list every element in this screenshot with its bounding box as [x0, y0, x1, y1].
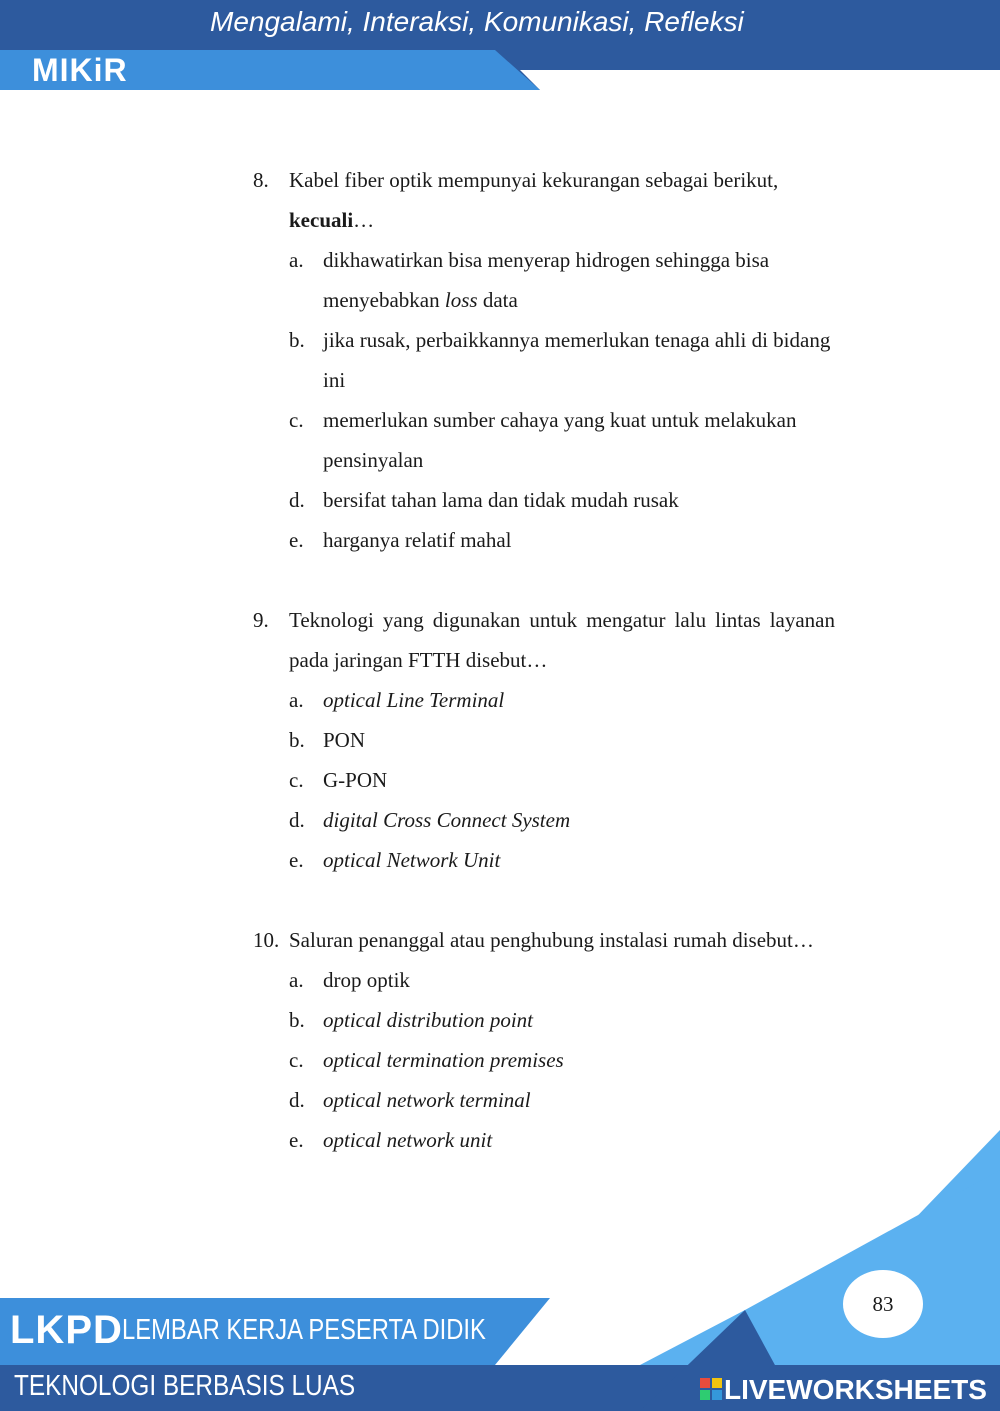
- option-letter: d.: [289, 808, 305, 832]
- footer-graphic: [0, 1130, 1000, 1411]
- lkpd-logo-text: LKPD: [10, 1308, 123, 1352]
- question-suffix: …: [353, 208, 375, 232]
- section-title: MIKiR: [32, 52, 128, 88]
- option-letter: e.: [289, 848, 304, 872]
- option-letter: b.: [289, 728, 305, 752]
- option-9b[interactable]: [289, 720, 835, 760]
- question-emphasis: kecuali: [289, 208, 354, 232]
- spacer: [253, 560, 835, 600]
- option-text: optical Network Unit: [323, 848, 501, 872]
- question-number: 8.: [253, 168, 269, 192]
- option-text: drop optik: [323, 968, 410, 992]
- option-text-italic: loss: [444, 288, 478, 312]
- option-letter: b.: [289, 328, 305, 352]
- question-list: [253, 160, 835, 1160]
- option-8c[interactable]: [289, 400, 835, 480]
- question-number: 10.: [253, 928, 280, 952]
- option-text: data: [477, 288, 518, 312]
- question-number: 9.: [253, 608, 269, 632]
- options-8: [253, 240, 835, 560]
- option-letter: d.: [289, 1088, 305, 1112]
- question-10: [253, 920, 835, 960]
- option-text: digital Cross Connect System: [323, 808, 571, 832]
- option-text: jika rusak, perbaikkannya memerlukan tenaga ahli di bidang ini: [323, 328, 831, 392]
- subject-title: TEKNOLOGI BERBASIS LUAS: [14, 1370, 356, 1402]
- option-text: G-PON: [323, 768, 388, 792]
- header-tagline: Mengalami, Interaksi, Komunikasi, Refleksi: [210, 6, 744, 37]
- option-letter: c.: [289, 1048, 304, 1072]
- option-letter: e.: [289, 528, 304, 552]
- options-9: [253, 680, 835, 880]
- option-10d[interactable]: [289, 1080, 835, 1120]
- question-text: Teknologi yang digunakan untuk mengatur lalu lintas layanan pada jaringan FTTH disebut…: [289, 608, 835, 672]
- option-text: optical Line Terminal: [323, 688, 505, 712]
- option-8a[interactable]: [289, 240, 835, 320]
- option-text: harganya relatif mahal: [323, 528, 512, 552]
- option-letter: b.: [289, 1008, 305, 1032]
- option-letter: c.: [289, 408, 304, 432]
- option-text: PON: [323, 728, 366, 752]
- liveworksheets-watermark: LIVEWORKSHEETS: [724, 1374, 987, 1405]
- question-9: [253, 600, 835, 680]
- option-text: optical termination premises: [323, 1048, 564, 1072]
- option-letter: a.: [289, 248, 304, 272]
- page-number: 83: [843, 1270, 923, 1338]
- option-10b[interactable]: [289, 1000, 835, 1040]
- option-text: optical distribution point: [323, 1008, 534, 1032]
- lkpd-subtitle: LEMBAR KERJA PESERTA DIDIK: [122, 1314, 486, 1346]
- option-9a[interactable]: [289, 680, 835, 720]
- option-letter: d.: [289, 488, 305, 512]
- option-8b[interactable]: [289, 320, 835, 400]
- option-9c[interactable]: [289, 760, 835, 800]
- question-8: [253, 160, 835, 240]
- option-8e[interactable]: [289, 520, 835, 560]
- option-10c[interactable]: [289, 1040, 835, 1080]
- option-text: memerlukan sumber cahaya yang kuat untuk melakukan pensinyalan: [323, 408, 797, 472]
- option-text: optical network terminal: [323, 1088, 531, 1112]
- question-text: Saluran penanggal atau penghubung instalasi rumah disebut…: [289, 928, 814, 952]
- option-letter: a.: [289, 968, 304, 992]
- option-9d[interactable]: [289, 800, 835, 840]
- option-10a[interactable]: [289, 960, 835, 1000]
- option-text: dikhawatirkan bisa menyerap hidrogen sehingga bisa menyebabkan: [323, 248, 770, 312]
- option-9e[interactable]: [289, 840, 835, 880]
- spacer: [253, 880, 835, 920]
- option-letter: e.: [289, 1128, 304, 1152]
- option-letter: c.: [289, 768, 304, 792]
- option-text: bersifat tahan lama dan tidak mudah rusak: [323, 488, 679, 512]
- option-8d[interactable]: [289, 480, 835, 520]
- liveworksheets-icon: [700, 1378, 722, 1400]
- option-text: optical network unit: [323, 1128, 493, 1152]
- question-text: Kabel fiber optik mempunyai kekurangan sebagai berikut,: [289, 168, 779, 192]
- option-letter: a.: [289, 688, 304, 712]
- header-band: [0, 50, 1000, 90]
